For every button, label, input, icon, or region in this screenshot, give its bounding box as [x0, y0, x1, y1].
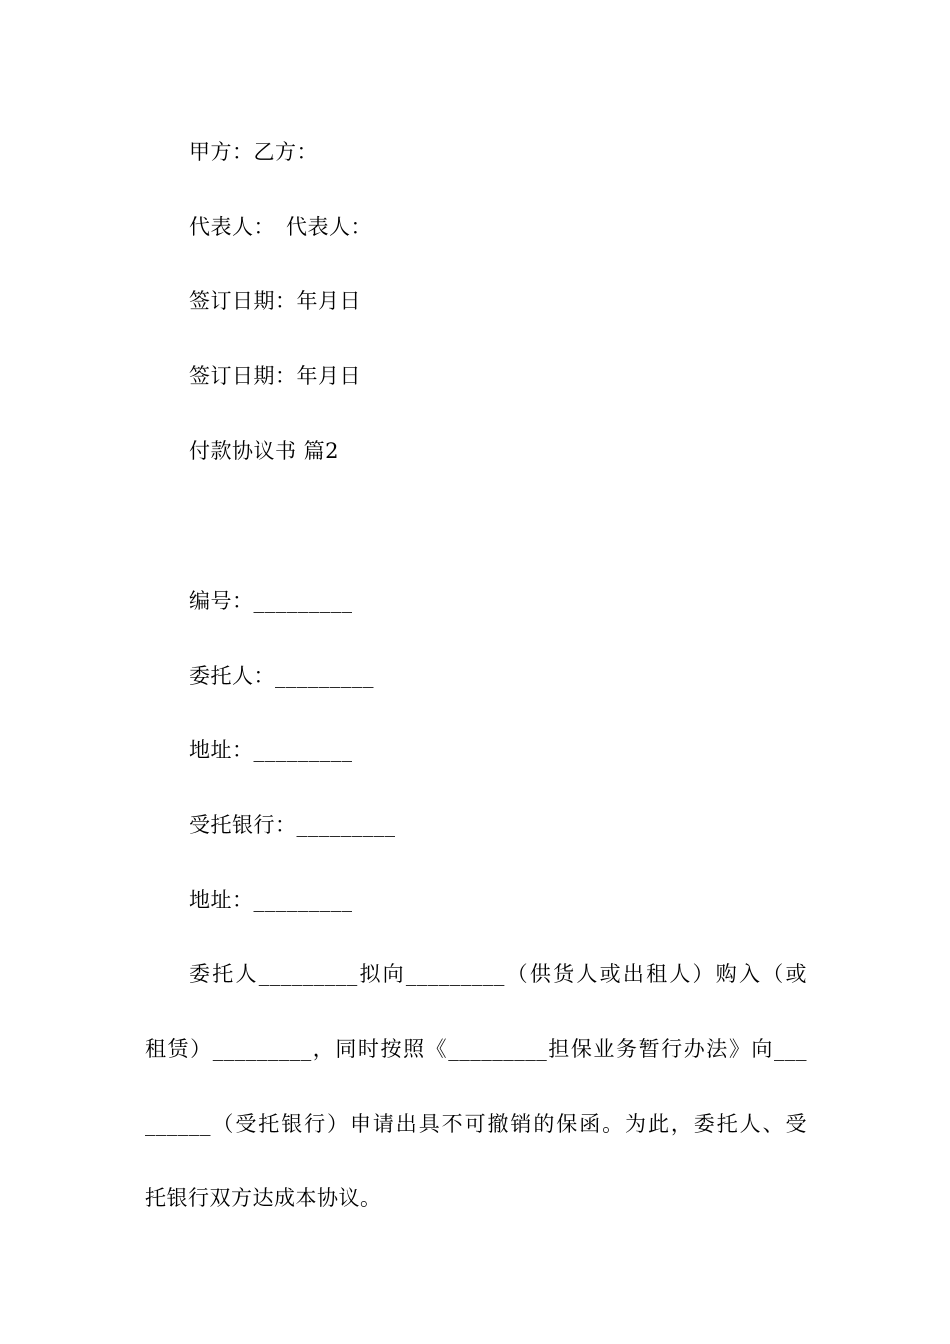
- body-paragraph-line: ______（受托银行）申请出具不可撤销的保函。为此，委托人、受: [145, 1112, 807, 1136]
- body-paragraph-line: 托银行双方达成本协议。: [145, 1186, 382, 1210]
- field-bank: 受托银行：_________: [189, 813, 396, 837]
- field-principal-address: 地址：_________: [189, 738, 353, 762]
- section-title: 付款协议书 篇2: [189, 439, 340, 463]
- body-paragraph-line: 委托人_________拟向_________（供货人或出租人）购入（或: [189, 962, 807, 986]
- field-bank-address: 地址：_________: [189, 888, 353, 912]
- party-line: 甲方：乙方：: [189, 140, 318, 164]
- signing-date-line: 签订日期：年月日: [189, 364, 361, 388]
- field-principal: 委托人：_________: [189, 664, 374, 688]
- body-paragraph-line: 租赁）_________，同时按照《_________担保业务暂行办法》向___: [145, 1037, 807, 1061]
- signing-date-line: 签订日期：年月日: [189, 289, 361, 313]
- representative-line: 代表人： 代表人：: [189, 215, 372, 239]
- field-number: 编号：_________: [189, 589, 353, 613]
